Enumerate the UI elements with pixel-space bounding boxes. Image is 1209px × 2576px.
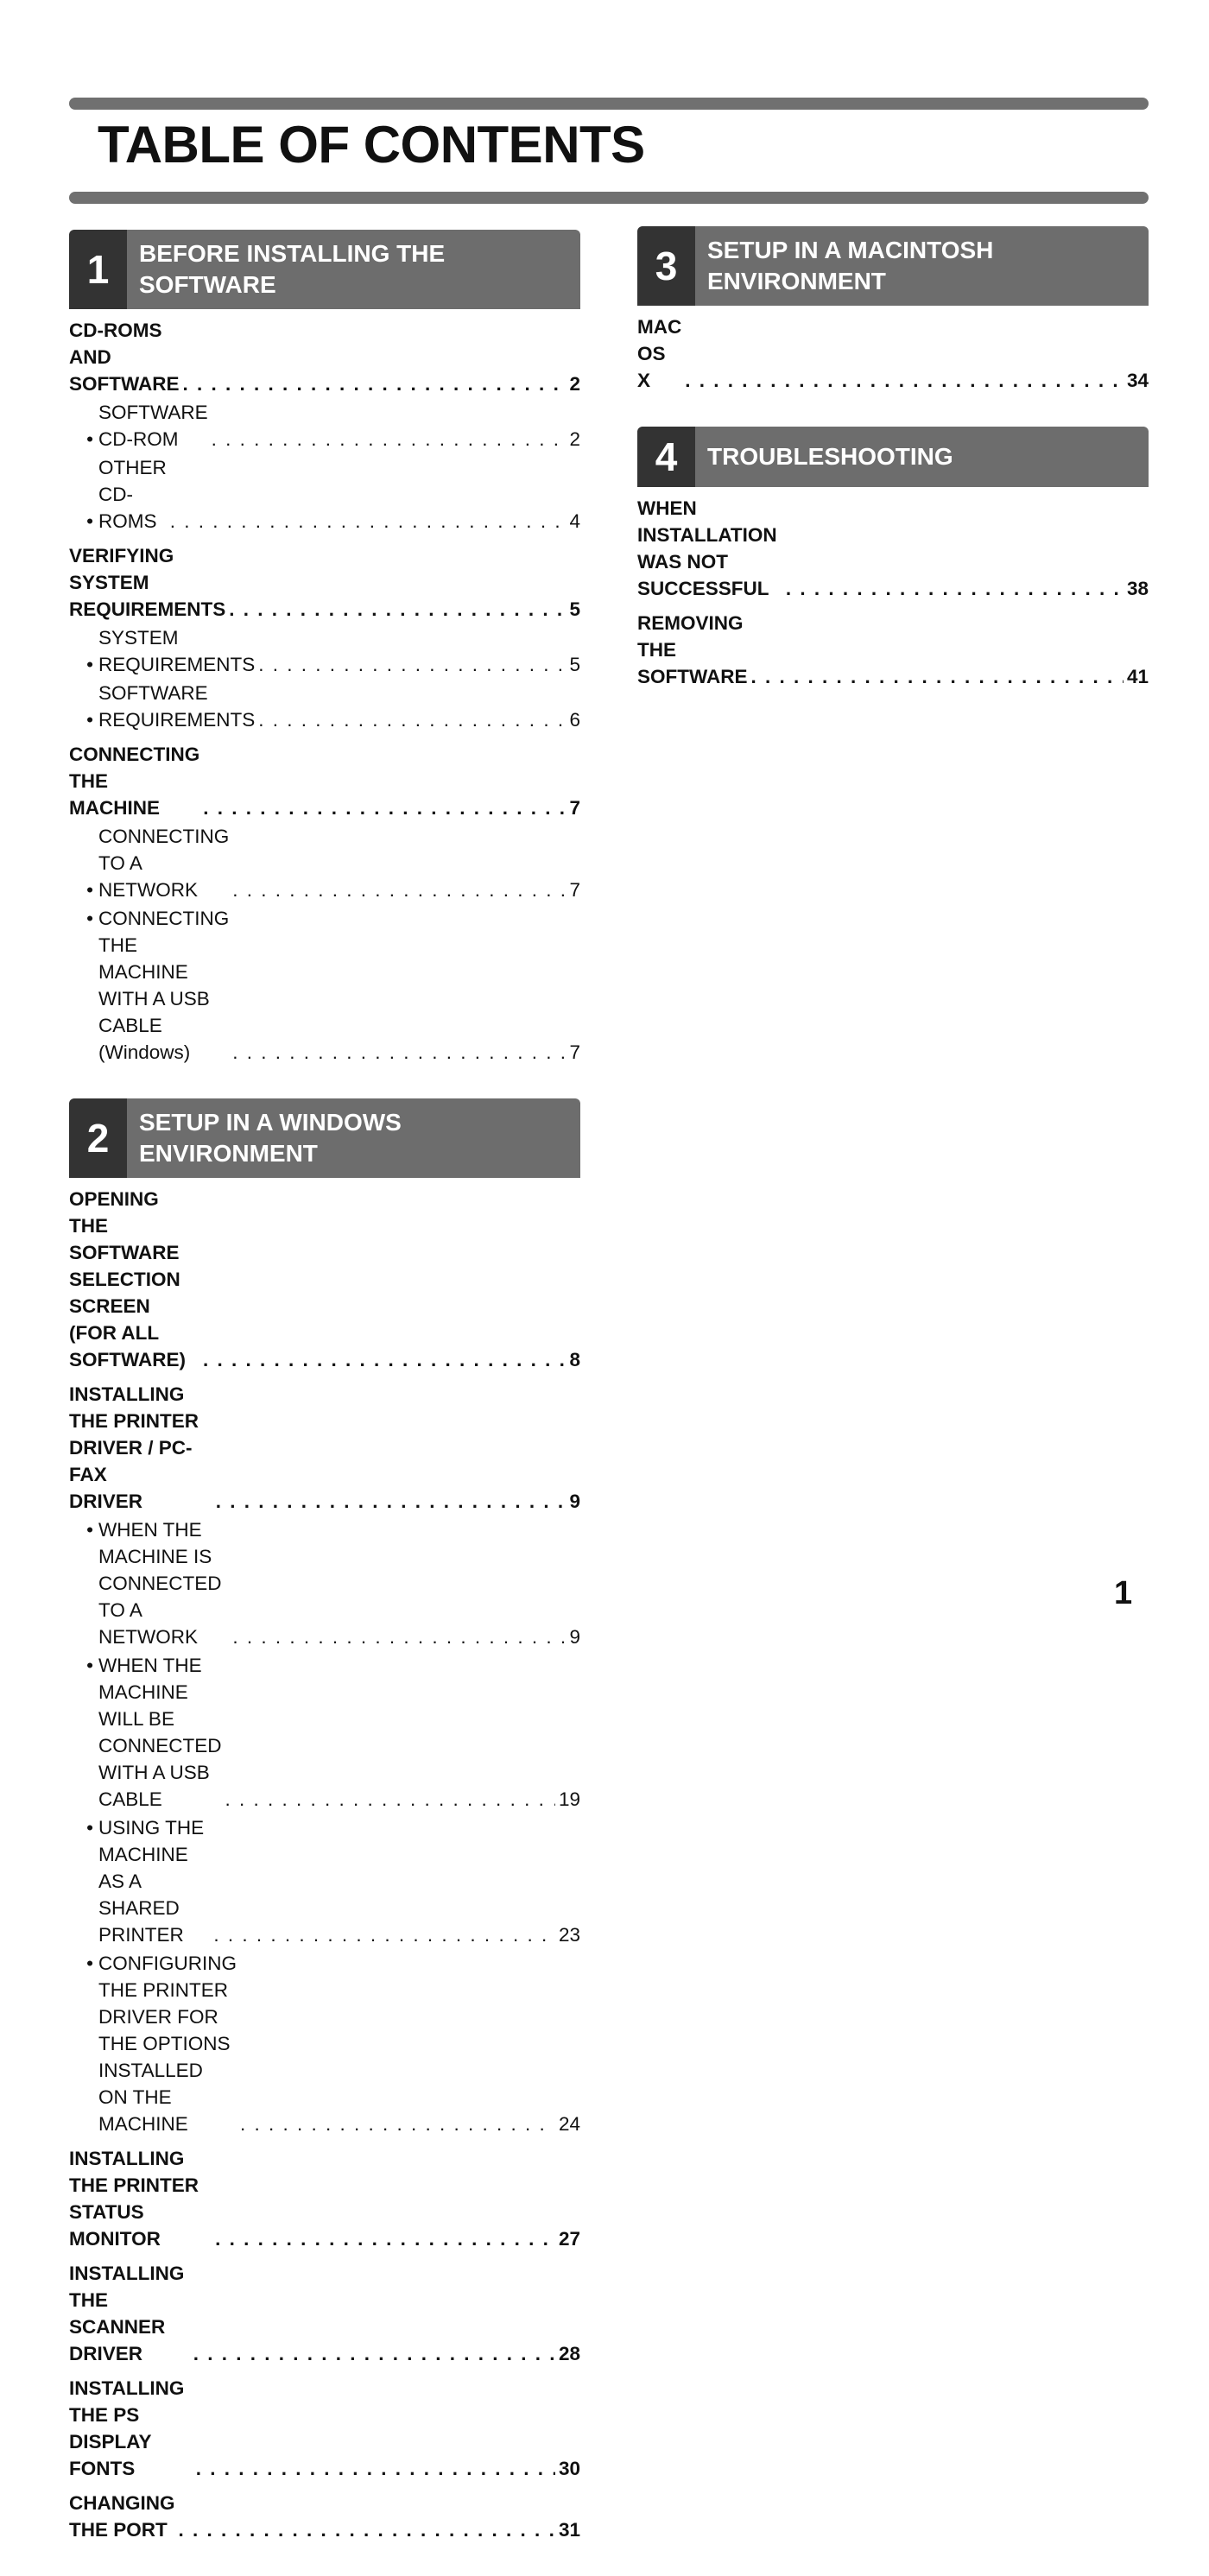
chapter-4-header	[637, 427, 1149, 487]
chapter-title	[695, 226, 1149, 306]
toc-entry[interactable]	[69, 542, 580, 623]
toc-column-right	[637, 226, 1149, 723]
toc-page-number: 23	[558, 1924, 580, 1946]
dot-leader	[203, 794, 566, 821]
bullet-icon: •	[86, 1655, 93, 1676]
dot-leader	[216, 1488, 567, 1515]
toc-entry-title: OTHER CD-ROMS	[98, 457, 167, 532]
dot-leader	[232, 877, 566, 903]
toc-subentry[interactable]	[69, 1652, 580, 1813]
toc-entry[interactable]	[637, 495, 1149, 602]
toc-page-number: 31	[558, 2519, 580, 2541]
toc-entry[interactable]	[69, 2490, 580, 2543]
bullet-icon: •	[86, 709, 93, 731]
dot-leader	[193, 2340, 555, 2367]
toc-subentry[interactable]	[69, 454, 580, 535]
chapter-title	[127, 230, 580, 309]
chapter-title	[695, 427, 1149, 487]
chapter-number: 1	[69, 230, 127, 309]
toc-subentry[interactable]	[69, 680, 580, 733]
toc-entry[interactable]	[637, 610, 1149, 690]
toc-entry-title: INSTALLING THE PRINTER STATUS MONITOR	[69, 2148, 199, 2250]
toc-subentry[interactable]	[69, 823, 580, 903]
chapter-1	[69, 230, 580, 1066]
toc-entry-title: OPENING THE SOFTWARE SELECTION SCREEN (FOR ALL SOFTWARE)	[69, 1188, 186, 1370]
toc-subentry[interactable]	[69, 905, 580, 1066]
page-title: TABLE OF CONTENTS	[98, 116, 645, 174]
toc-page-number: 2	[569, 373, 580, 395]
toc-entry-title: CD-ROMS AND SOFTWARE	[69, 320, 180, 395]
toc-entry-title: CONNECTING THE MACHINE	[69, 744, 200, 819]
toc-entry[interactable]	[69, 317, 580, 397]
toc-subentry[interactable]	[69, 399, 580, 453]
toc-entry-title: SOFTWARE REQUIREMENTS	[98, 682, 256, 731]
bullet-icon: •	[86, 1817, 93, 1839]
toc-page-number: 19	[558, 1788, 580, 1810]
dot-leader	[213, 1921, 555, 1948]
toc-subentry[interactable]	[69, 1950, 580, 2137]
toc-column-left	[69, 230, 580, 2576]
toc-entry-title: INSTALLING THE PRINTER DRIVER / PC-FAX DRIVER	[69, 1383, 199, 1512]
dot-leader	[170, 508, 567, 535]
toc-page-number: 5	[569, 654, 580, 675]
bullet-icon: •	[86, 428, 93, 450]
bullet-icon: •	[86, 879, 93, 901]
toc-entry[interactable]	[69, 2375, 580, 2482]
toc-page-number: 27	[558, 2228, 580, 2250]
toc-page-number: 8	[569, 1349, 580, 1370]
chapter-title-line: ENVIRONMENT	[707, 268, 886, 294]
dot-leader	[751, 663, 1124, 690]
chapter-number: 3	[637, 226, 695, 306]
chapter-2-header	[69, 1098, 580, 1178]
dot-leader	[183, 370, 567, 397]
toc-entry[interactable]	[637, 313, 1149, 394]
dot-leader	[240, 2111, 555, 2137]
toc-page-number: 24	[558, 2113, 580, 2135]
toc-subentry[interactable]	[69, 1814, 580, 1948]
dot-leader	[232, 1623, 566, 1650]
toc-entry-title: INSTALLING THE PS DISPLAY FONTS	[69, 2377, 185, 2479]
chapter-3	[637, 226, 1149, 394]
toc-subentry[interactable]	[69, 1516, 580, 1650]
dot-leader	[786, 575, 1124, 602]
chapter-3-header	[637, 226, 1149, 306]
toc-page-number: 2	[569, 428, 580, 450]
dot-leader	[685, 367, 1124, 394]
dot-leader	[179, 2516, 555, 2543]
chapter-1-header	[69, 230, 580, 309]
dot-leader	[212, 426, 567, 453]
bullet-icon: •	[86, 1953, 93, 1974]
title-rule-bottom	[69, 192, 1149, 204]
chapter-title-line: SOFTWARE	[139, 271, 276, 298]
chapter-title-line: ENVIRONMENT	[139, 1140, 318, 1167]
chapter-title-line: BEFORE INSTALLING THE	[139, 240, 446, 267]
toc-entry[interactable]	[69, 2145, 580, 2252]
toc-entry-title: CONNECTING THE MACHINE WITH A USB CABLE (Windows)	[98, 908, 230, 1063]
bullet-icon: •	[86, 654, 93, 675]
chapter-number: 2	[69, 1098, 127, 1178]
toc-entry-title: WHEN INSTALLATION WAS NOT SUCCESSFUL	[637, 497, 777, 599]
toc-entry-title: REMOVING THE SOFTWARE	[637, 612, 748, 687]
toc-entry-title: SYSTEM REQUIREMENTS	[98, 627, 256, 675]
toc-entry-title: MAC OS X	[637, 316, 682, 391]
toc-entry[interactable]	[69, 1381, 580, 1515]
toc-page-number: 6	[569, 709, 580, 731]
toc-entry-title: VERIFYING SYSTEM REQUIREMENTS	[69, 545, 226, 620]
chapter-title-line: TROUBLESHOOTING	[707, 443, 953, 470]
dot-leader	[258, 651, 566, 678]
toc-page-number: 4	[569, 510, 580, 532]
dot-leader	[196, 2455, 555, 2482]
chapter-4	[637, 427, 1149, 690]
toc-page-number: 41	[1126, 666, 1149, 687]
chapter-title-line: SETUP IN A MACINTOSH	[707, 237, 994, 263]
toc-page-number: 30	[558, 2458, 580, 2479]
toc-entry[interactable]	[69, 1186, 580, 1373]
dot-leader	[225, 1786, 555, 1813]
bullet-icon: •	[86, 510, 93, 532]
toc-page-number: 5	[569, 598, 580, 620]
toc-page-number: 7	[569, 1041, 580, 1063]
toc-page-number: 9	[569, 1626, 580, 1648]
dot-leader	[215, 2225, 555, 2252]
page-number: 1	[1114, 1575, 1133, 1611]
toc-entry[interactable]	[69, 2260, 580, 2367]
dot-leader	[229, 596, 566, 623]
dot-leader	[258, 706, 566, 733]
toc-page-number: 38	[1126, 578, 1149, 599]
toc-page-number: 9	[569, 1491, 580, 1512]
chapter-2	[69, 1098, 580, 2543]
toc-entry-title: SOFTWARE CD-ROM	[98, 402, 208, 450]
bullet-icon: •	[86, 908, 93, 929]
toc-entry[interactable]	[69, 741, 580, 821]
toc-page-number: 7	[569, 797, 580, 819]
toc-entry-title: USING THE MACHINE AS A SHARED PRINTER	[98, 1817, 205, 1946]
toc-entry-title: WHEN THE MACHINE IS CONNECTED TO A NETWORK	[98, 1519, 222, 1648]
toc-page-number: 28	[558, 2343, 580, 2364]
toc-entry-title: WHEN THE MACHINE WILL BE CONNECTED WITH A USB CABLE	[98, 1655, 222, 1810]
toc-entry-title: CHANGING THE PORT	[69, 2492, 175, 2541]
bullet-icon: •	[86, 1519, 93, 1541]
chapter-title-line: SETUP IN A WINDOWS	[139, 1109, 402, 1136]
title-rule-top	[69, 98, 1149, 110]
chapter-title	[127, 1098, 580, 1178]
toc-entry-title: CONFIGURING THE PRINTER DRIVER FOR THE OPTIONS INSTALLED ON THE MACHINE	[98, 1953, 237, 2135]
chapter-number: 4	[637, 427, 695, 487]
dot-leader	[232, 1039, 566, 1066]
toc-entry-title: CONNECTING TO A NETWORK	[98, 826, 230, 901]
toc-page-number: 34	[1126, 370, 1149, 391]
toc-page-number: 7	[569, 879, 580, 901]
dot-leader	[203, 1346, 566, 1373]
toc-subentry[interactable]	[69, 624, 580, 678]
toc-entry-title: INSTALLING THE SCANNER DRIVER	[69, 2263, 185, 2364]
